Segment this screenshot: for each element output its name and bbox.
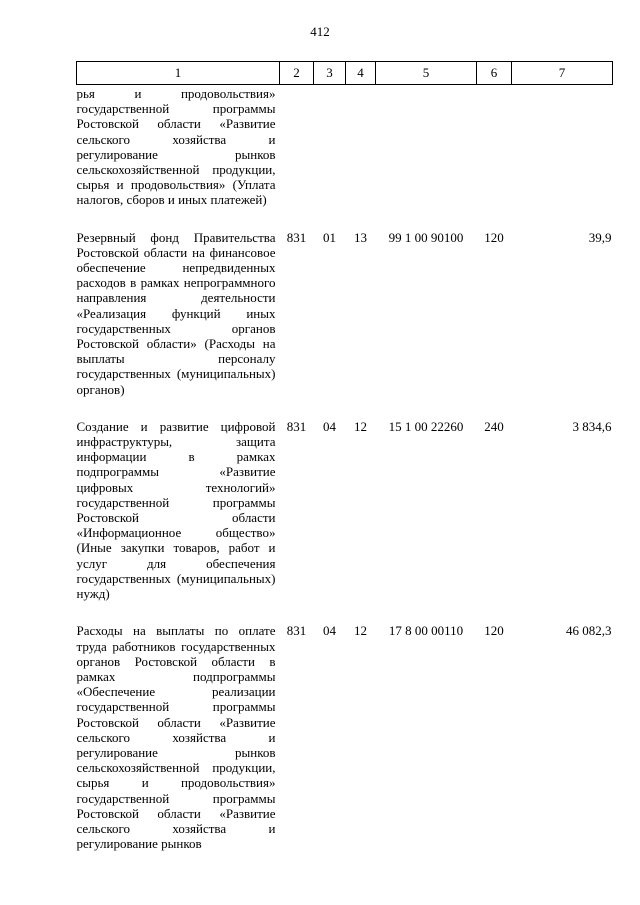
subsection-code [346, 85, 376, 230]
section-code [314, 85, 346, 230]
column-header-7: 7 [512, 62, 613, 85]
table-row [77, 230, 613, 419]
ministry-code [280, 85, 314, 230]
column-header-6: 6 [477, 62, 512, 85]
subsection-code: 13 [354, 229, 367, 245]
row-description: рья и продовольствия» государственной программы Ростовской области «Развитие сельского хозяйства и регулирование рынков сельскохозяйственной продукции, сырья и продовольствия» (Уплата налогов, сборов и иных платежей) [76, 86, 276, 208]
target-item-code: 99 1 00 90100 [388, 229, 464, 245]
column-header-3: 3 [314, 62, 346, 85]
column-header-2: 2 [280, 62, 314, 85]
table-row [77, 419, 613, 623]
subsection-code: 12 [354, 418, 367, 434]
ministry-code: 831 [286, 623, 307, 639]
page-number: 412 [310, 24, 330, 39]
amount [512, 85, 613, 230]
budget-table [76, 61, 613, 851]
amount: 39,9 [588, 229, 612, 245]
amount: 46 082,3 [566, 623, 612, 639]
table-row [77, 623, 613, 851]
section-code: 04 [323, 623, 336, 639]
subsection-code: 12 [354, 623, 367, 639]
target-item-code [376, 85, 477, 230]
ministry-code: 831 [286, 418, 307, 434]
section-code: 01 [323, 229, 336, 245]
row-description: Резервный фонд Правительства Ростовской области на финансовое обеспечение непредвиденных расходов в рамках непрограммного направления деятельности «Реализация функций иных государственных органов Ростовской области» (Расходы на выплаты персоналу государственных (муниципальных) органов) [76, 229, 276, 397]
section-code: 04 [323, 418, 336, 434]
expense-type-code [477, 85, 512, 230]
row-description: Расходы на выплаты по оплате труда работников государственных органов Ростовской области в рамках подпрограммы «Обеспечение реализации государственной программы Ростовской области «Развитие сельского хозяйства и регулирование рынков сельскохозяйственной продукции, сырья и продовольствия» государственной программы Ростовской области «Развитие сельского хозяйства и регулирование рынков [76, 623, 276, 852]
expense-type-code: 120 [484, 229, 504, 245]
expense-type-code: 240 [484, 418, 504, 434]
amount: 3 834,6 [572, 418, 612, 434]
column-header-1: 1 [77, 62, 280, 85]
row-description: Создание и развитие цифровой инфраструктуры, защита информации в рамках подпрограммы «Развитие цифровых технологий» государственной программы Ростовской области «Информационное общество» (Иные закупки товаров, работ и услуг для обеспечения государственных (муниципальных) нужд) [76, 418, 276, 602]
target-item-code: 15 1 00 22260 [388, 418, 464, 434]
column-header-5: 5 [376, 62, 477, 85]
column-header-4: 4 [346, 62, 376, 85]
column-number-header-row [77, 62, 613, 85]
table-row [77, 85, 613, 230]
target-item-code: 17 8 00 00110 [388, 623, 464, 639]
ministry-code: 831 [286, 229, 307, 245]
expense-type-code: 120 [484, 623, 504, 639]
